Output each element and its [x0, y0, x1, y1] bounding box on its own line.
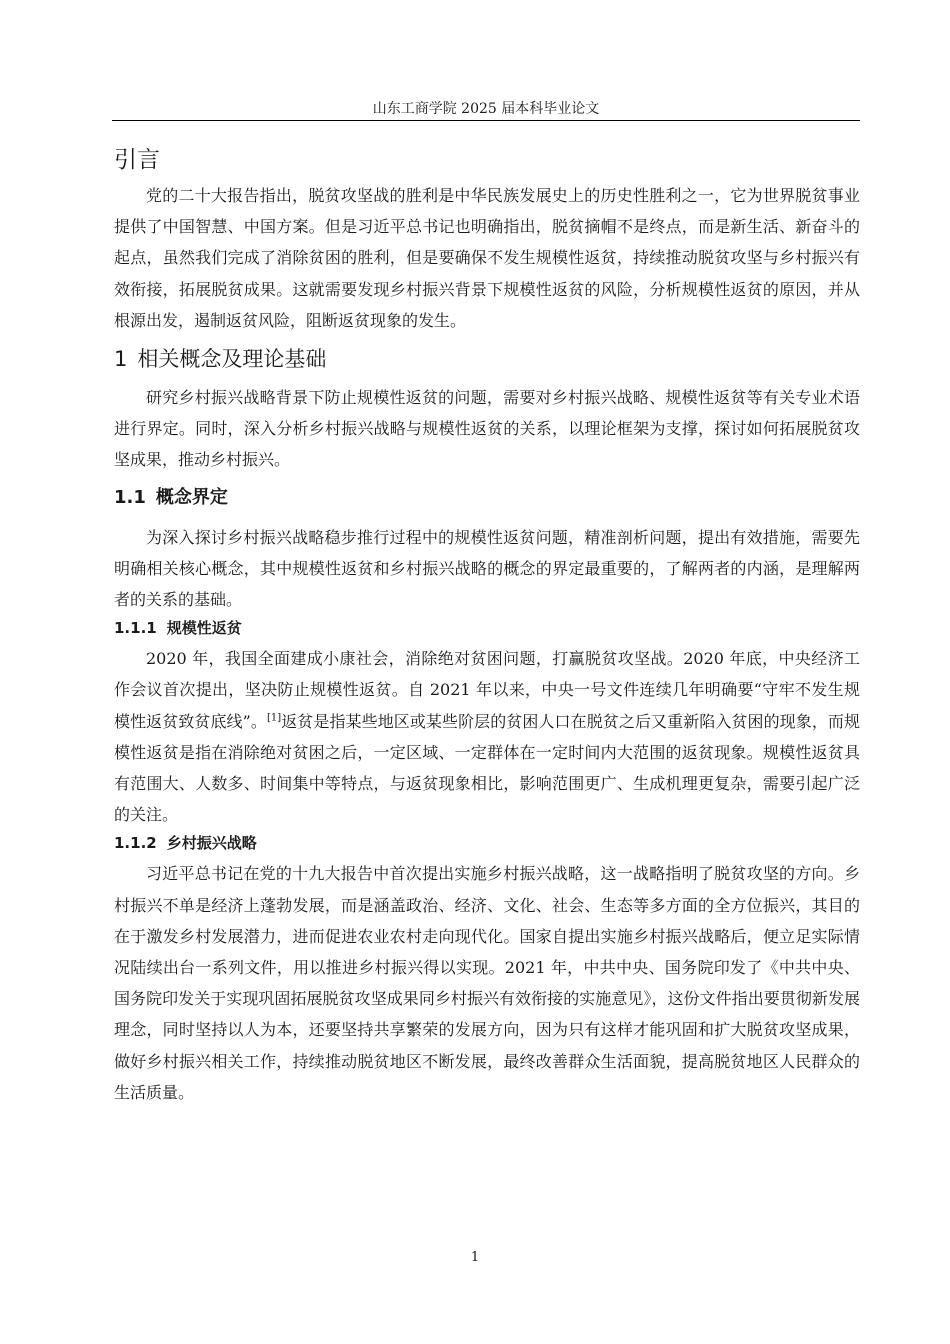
intro-heading: 引言: [114, 147, 160, 173]
section-1-1-heading: [114, 484, 860, 512]
header-rule: [112, 120, 860, 121]
subsection-1-1-1-number: 1.1.1: [114, 619, 157, 638]
section-1-1-number: 1.1: [114, 486, 146, 508]
section-1-1-paragraph: 为深入探讨乡村振兴战略稳步推行过程中的规模性返贫问题，精准剖析问题，提出有效措施，需要先明确相关核心概念，其中规模性返贫和乡村振兴战略的概念的界定最重要的，了解两者的内涵，是理解两者的关系的基础。: [114, 527, 860, 610]
paragraph-text-before-citation: 2020 年，我国全面建成小康社会，消除绝对贫困问题，打赢脱贫攻坚战。2020 年底，中央经济工作会议首次提出，坚决防止规模性返贫。自 2021 年以来，中央一号文件连续几年明确要“守牢不发生规模性返贫致贫底线”。: [114, 649, 860, 731]
subsection-1-1-2-heading: [114, 832, 860, 854]
subsection-1-1-2-number: 1.1.2: [114, 834, 157, 853]
page-content: [114, 140, 860, 1110]
chapter-1-heading: [114, 344, 860, 374]
page-number: 1: [470, 1250, 480, 1265]
running-header: 山东工商学院 2025 届本科毕业论文: [372, 101, 600, 117]
intro-paragraph: 党的二十大报告指出，脱贫攻坚战的胜利是中华民族发展史上的历史性胜利之一，它为世界脱贫事业提供了中国智慧、中国方案。但是习近平总书记也明确指出，脱贫摘帽不是终点，而是新生活、新奋斗的起点，虽然我们完成了消除贫困的胜利，但是要确保不发生规模性返贫，持续推动脱贫攻坚与乡村振兴有效衔接，拓展脱贫成果。这就需要发现乡村振兴背景下规模性返贫的风险，分析规模性返贫的原因，并从根源出发，遏制返贫风险，阻断返贫现象的发生。: [114, 186, 860, 330]
subsection-1-1-2-paragraph: 习近平总书记在党的十九大报告中首次提出实施乡村振兴战略，这一战略指明了脱贫攻坚的方向。乡村振兴不单是经济上蓬勃发展，而是涵盖政治、经济、文化、社会、生态等多方面的全方位振兴，其目的在于激发乡村发展潜力，进而促进农业农村走向现代化。国家自提出实施乡村振兴战略后，便立足实际情况陆续出台一系列文件，用以推进乡村振兴得以实现。2021 年，中共中央、国务院印发了《中共中央、国务院印发关于实现巩固拓展脱贫攻坚成果同乡村振兴有效衔接的实施意见》，这份文件指出要贯彻新发展理念，同时坚持以人为本，还要坚持共享繁荣的发展方向，因为只有这样才能巩固和扩大脱贫攻坚成果，做好乡村振兴相关工作，持续推动脱贫地区不断发展，最终改善群众生活面貌，提高脱贫地区人民群众的生活质量。: [114, 864, 860, 1102]
chapter-1-title: 相关概念及理论基础: [137, 347, 327, 372]
subsection-1-1-2-title: 乡村振兴战略: [166, 834, 257, 853]
citation-ref-1[interactable]: [1]: [266, 712, 282, 724]
chapter-1-paragraph: 研究乡村振兴战略背景下防止规模性返贫的问题，需要对乡村振兴战略、规模性返贫等有关专业术语进行界定。同时，深入分析乡村振兴战略与规模性返贫的关系，以理论框架为支撑，探讨如何拓展脱贫攻坚成果，推动乡村振兴。: [114, 388, 860, 470]
chapter-1-number: 1: [114, 347, 128, 372]
subsection-1-1-1-paragraph: [114, 643, 860, 830]
subsection-1-1-1-title: 规模性返贫: [166, 619, 242, 638]
paragraph-text-after-citation: 返贫是指某些地区或某些阶层的贫困人口在脱贫之后又重新陷入贫困的现象，而规模性返贫是指在消除绝对贫困之后，一定区域、一定群体在一定时间内大范围的返贫现象。规模性返贫具有范围大、人数多、时间集中等特点，与返贫现象相比，影响范围更广、生成机理更复杂，需要引起广泛的关注。: [114, 711, 860, 825]
section-1-1-title: 概念界定: [155, 486, 228, 508]
subsection-1-1-1-heading: [114, 617, 860, 639]
